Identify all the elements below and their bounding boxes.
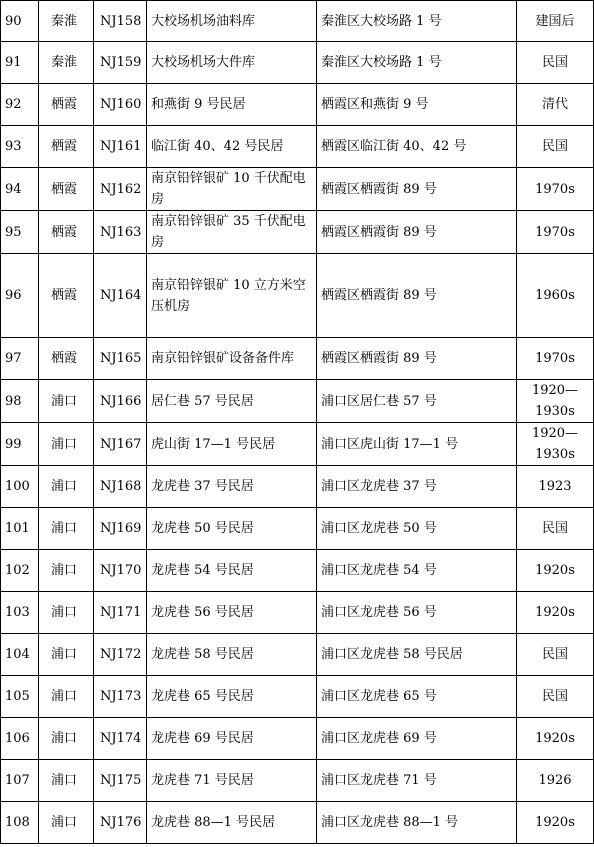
- table-row: [1, 760, 594, 802]
- site-name-cell: 龙虎巷 37 号民居: [147, 466, 317, 508]
- code-cell: NJ174: [94, 718, 147, 760]
- district-cell: 浦口: [39, 508, 94, 550]
- district-cell: 浦口: [39, 760, 94, 802]
- era-cell: 民国: [517, 42, 594, 84]
- address-cell: 浦口区龙虎巷 65 号: [317, 676, 517, 718]
- district-cell: 浦口: [39, 802, 94, 844]
- site-name-cell: 龙虎巷 50 号民居: [147, 508, 317, 550]
- district-cell: 秦淮: [39, 1, 94, 42]
- address-cell: 秦淮区大校场路 1 号: [317, 42, 517, 84]
- row-number: 106: [1, 718, 39, 760]
- table-row: [1, 718, 594, 760]
- era-cell: 1923: [517, 466, 594, 508]
- table-row: [1, 380, 594, 423]
- code-cell: NJ171: [94, 592, 147, 634]
- district-cell: 浦口: [39, 466, 94, 508]
- code-cell: NJ176: [94, 802, 147, 844]
- site-name-cell: 龙虎巷 58 号民居: [147, 634, 317, 676]
- table-row: [1, 466, 594, 508]
- site-name-cell: 南京铅锌银矿设备备件库: [147, 338, 317, 380]
- row-number: 90: [1, 1, 39, 42]
- site-name-cell: 龙虎巷 56 号民居: [147, 592, 317, 634]
- row-number: 98: [1, 380, 39, 423]
- row-number: 99: [1, 423, 39, 466]
- row-number: 91: [1, 42, 39, 84]
- row-number: 92: [1, 84, 39, 126]
- code-cell: NJ170: [94, 550, 147, 592]
- era-cell: 1960s: [517, 254, 594, 338]
- era-cell: 清代: [517, 84, 594, 126]
- district-cell: 栖霞: [39, 254, 94, 338]
- row-number: 104: [1, 634, 39, 676]
- address-cell: 浦口区龙虎巷 54 号: [317, 550, 517, 592]
- site-name-cell: 南京铅锌银矿 10 立方米空压机房: [147, 254, 317, 338]
- table-row: [1, 550, 594, 592]
- address-cell: 栖霞区临江街 40、42 号: [317, 126, 517, 168]
- site-name-cell: 龙虎巷 88—1 号民居: [147, 802, 317, 844]
- era-cell: 民国: [517, 676, 594, 718]
- address-cell: 栖霞区栖霞街 89 号: [317, 338, 517, 380]
- address-cell: 浦口区居仁巷 57 号: [317, 380, 517, 423]
- district-cell: 栖霞: [39, 338, 94, 380]
- code-cell: NJ165: [94, 338, 147, 380]
- address-cell: 浦口区龙虎巷 58 号民居: [317, 634, 517, 676]
- site-name-cell: 龙虎巷 54 号民居: [147, 550, 317, 592]
- table-row: [1, 676, 594, 718]
- district-cell: 浦口: [39, 550, 94, 592]
- address-cell: 栖霞区栖霞街 89 号: [317, 168, 517, 211]
- table-row: [1, 211, 594, 254]
- site-name-cell: 龙虎巷 65 号民居: [147, 676, 317, 718]
- district-cell: 栖霞: [39, 126, 94, 168]
- code-cell: NJ162: [94, 168, 147, 211]
- address-cell: 浦口区龙虎巷 69 号: [317, 718, 517, 760]
- row-number: 108: [1, 802, 39, 844]
- district-cell: 栖霞: [39, 211, 94, 254]
- table-row: [1, 802, 594, 844]
- site-name-cell: 临江街 40、42 号民居: [147, 126, 317, 168]
- district-cell: 栖霞: [39, 168, 94, 211]
- row-number: 97: [1, 338, 39, 380]
- site-name-cell: 南京铅锌银矿 35 千伏配电房: [147, 211, 317, 254]
- table-row: [1, 254, 594, 338]
- address-cell: 栖霞区栖霞街 89 号: [317, 211, 517, 254]
- site-name-cell: 大校场机场油料库: [147, 1, 317, 42]
- address-cell: 秦淮区大校场路 1 号: [317, 1, 517, 42]
- district-cell: 浦口: [39, 380, 94, 423]
- row-number: 94: [1, 168, 39, 211]
- site-name-cell: 南京铅锌银矿 10 千伏配电房: [147, 168, 317, 211]
- table-body: [1, 1, 594, 844]
- code-cell: NJ160: [94, 84, 147, 126]
- district-cell: 浦口: [39, 718, 94, 760]
- code-cell: NJ175: [94, 760, 147, 802]
- address-cell: 浦口区龙虎巷 37 号: [317, 466, 517, 508]
- district-cell: 浦口: [39, 634, 94, 676]
- code-cell: NJ168: [94, 466, 147, 508]
- code-cell: NJ166: [94, 380, 147, 423]
- address-cell: 栖霞区和燕街 9 号: [317, 84, 517, 126]
- code-cell: NJ164: [94, 254, 147, 338]
- district-cell: 栖霞: [39, 84, 94, 126]
- row-number: 103: [1, 592, 39, 634]
- site-name-cell: 大校场机场大件库: [147, 42, 317, 84]
- site-name-cell: 和燕街 9 号民居: [147, 84, 317, 126]
- code-cell: NJ163: [94, 211, 147, 254]
- table-row: [1, 42, 594, 84]
- table-row: [1, 592, 594, 634]
- code-cell: NJ167: [94, 423, 147, 466]
- district-cell: 浦口: [39, 676, 94, 718]
- era-cell: 1920s: [517, 592, 594, 634]
- site-name-cell: 龙虎巷 71 号民居: [147, 760, 317, 802]
- row-number: 101: [1, 508, 39, 550]
- era-cell: 1926: [517, 760, 594, 802]
- table-row: [1, 508, 594, 550]
- table-row: [1, 126, 594, 168]
- site-name-cell: 龙虎巷 69 号民居: [147, 718, 317, 760]
- row-number: 102: [1, 550, 39, 592]
- table-row: [1, 338, 594, 380]
- era-cell: 民国: [517, 508, 594, 550]
- era-cell: 建国后: [517, 1, 594, 42]
- code-cell: NJ161: [94, 126, 147, 168]
- address-cell: 浦口区虎山街 17—1 号: [317, 423, 517, 466]
- row-number: 107: [1, 760, 39, 802]
- era-cell: 1970s: [517, 211, 594, 254]
- era-cell: 1920—1930s: [517, 380, 594, 423]
- table-row: [1, 84, 594, 126]
- code-cell: NJ158: [94, 1, 147, 42]
- era-cell: 1920s: [517, 802, 594, 844]
- row-number: 93: [1, 126, 39, 168]
- era-cell: 民国: [517, 126, 594, 168]
- table-row: [1, 1, 594, 42]
- address-cell: 浦口区龙虎巷 50 号: [317, 508, 517, 550]
- district-cell: 秦淮: [39, 42, 94, 84]
- era-cell: 1920s: [517, 550, 594, 592]
- era-cell: 1970s: [517, 168, 594, 211]
- address-cell: 浦口区龙虎巷 88—1 号: [317, 802, 517, 844]
- code-cell: NJ159: [94, 42, 147, 84]
- code-cell: NJ169: [94, 508, 147, 550]
- site-name-cell: 虎山街 17—1 号民居: [147, 423, 317, 466]
- code-cell: NJ172: [94, 634, 147, 676]
- row-number: 105: [1, 676, 39, 718]
- table-row: [1, 168, 594, 211]
- district-cell: 浦口: [39, 423, 94, 466]
- era-cell: 民国: [517, 634, 594, 676]
- era-cell: 1920—1930s: [517, 423, 594, 466]
- row-number: 100: [1, 466, 39, 508]
- row-number: 96: [1, 254, 39, 338]
- row-number: 95: [1, 211, 39, 254]
- era-cell: 1970s: [517, 338, 594, 380]
- address-cell: 浦口区龙虎巷 71 号: [317, 760, 517, 802]
- district-cell: 浦口: [39, 592, 94, 634]
- address-cell: 浦口区龙虎巷 56 号: [317, 592, 517, 634]
- address-cell: 栖霞区栖霞街 89 号: [317, 254, 517, 338]
- table-row: [1, 634, 594, 676]
- era-cell: 1920s: [517, 718, 594, 760]
- site-name-cell: 居仁巷 57 号民居: [147, 380, 317, 423]
- code-cell: NJ173: [94, 676, 147, 718]
- table-row: [1, 423, 594, 466]
